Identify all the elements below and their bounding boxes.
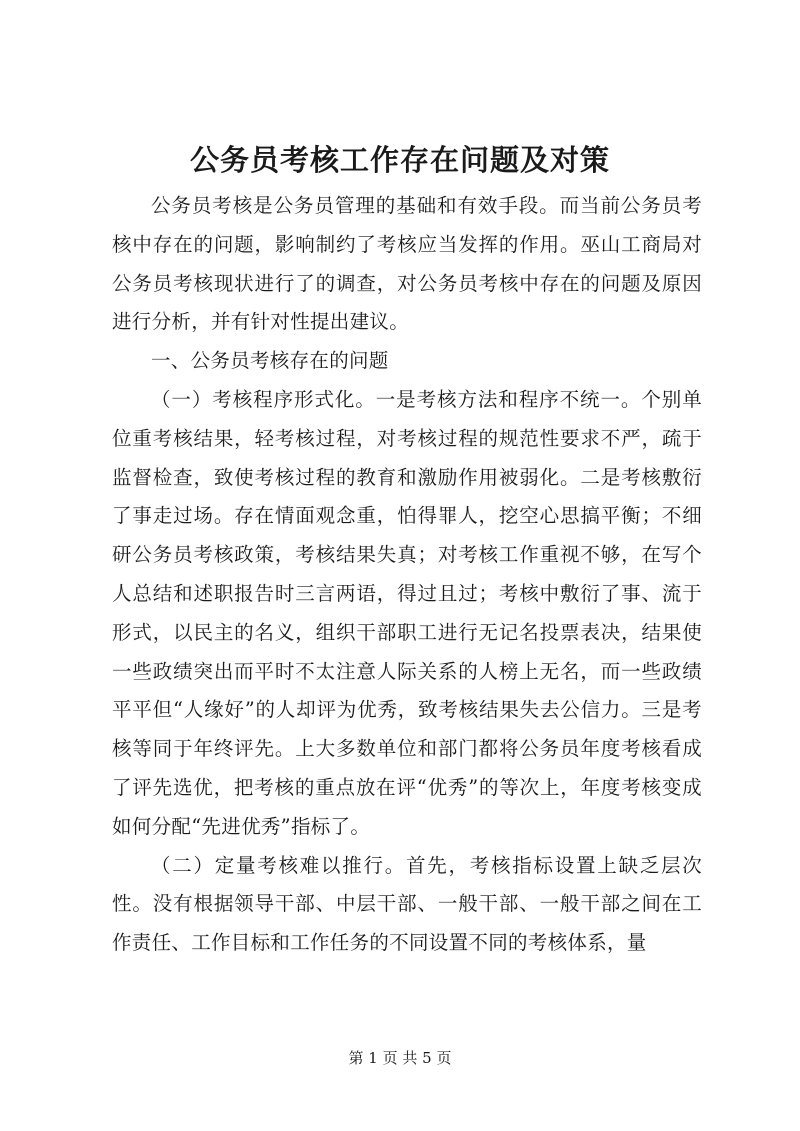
problem-paragraph-1: （一）考核程序形式化。一是考核方法和程序不统一。个别单位重考核结果，轻考核过程，对考核过程的规范性要求不严，疏于监督检查，致使考核过程的教育和激励作用被弱化。二是考核敷衍了事走过场。存在情面观念重，怕得罪人，挖空心思搞平衡；不细研公务员考核政策，考核结果失真；对考核工作重视不够，在写个人总结和述职报告时三言两语，得过且过；考核中敷衍了事、流于形式，以民主的名义，组织干部职工进行无记名投票表决，结果使一些政绩突出而平时不太注意人际关系的人榜上无名，而一些政绩平平但“人缘好”的人却评为优秀，致考核结果失去公信力。三是考核等同于年终评先。上大多数单位和部门都将公务员年度考核看成了评先选优，把考核的重点放在评“优秀”的等次上，年度考核变成如何分配“先进优秀”指标了。	[112, 387, 702, 838]
section-heading: 一、公务员考核存在的问题	[151, 349, 389, 373]
document-body	[112, 187, 702, 963]
document-title: 公务员考核工作存在问题及对策	[189, 143, 610, 177]
intro-paragraph: 公务员考核是公务员管理的基础和有效手段。而当前公务员考核中存在的问题，影响制约了考核应当发挥的作用。巫山工商局对公务员考核现状进行了的调查，对公务员考核中存在的问题及原因进行分析，并有针对性提出建议。	[112, 194, 702, 334]
page-number-footer: 第 1 页 共 5 页	[348, 1049, 452, 1067]
problem-paragraph-2: （二）定量考核难以推行。首先，考核指标设置上缺乏层次性。没有根据领导干部、中层干部、一般干部、一般干部之间在工作责任、工作目标和工作任务的不同设置不同的考核体系，量	[112, 853, 702, 955]
